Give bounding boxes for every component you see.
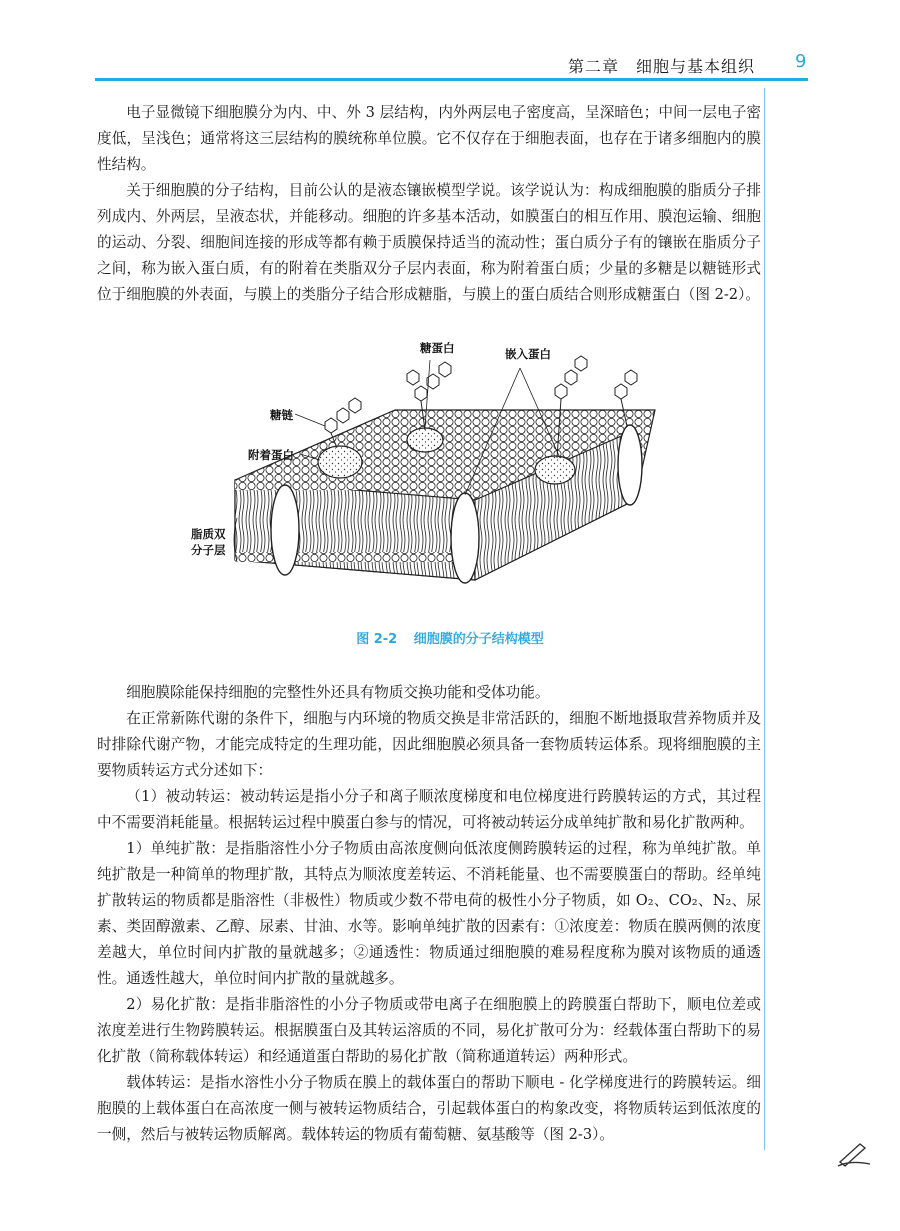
intro-text — [97, 100, 761, 308]
header-rule — [95, 78, 808, 81]
paragraph: （1）被动转运：被动转运是指小分子和离子顺浓度梯度和电位梯度进行跨膜转运的方式，其过程中不需要消耗能量。根据转运过程中膜蛋白参与的情况，可将被动转运分成单纯扩散和易化扩散两种。 — [97, 788, 761, 831]
paragraph: 在正常新陈代谢的条件下，细胞与内环境的物质交换是非常活跃的，细胞不断地摄取营养物质并及时排除代谢产物，才能完成特定的生理功能，因此细胞膜必须具备一套物质转运体系。现将细胞膜的主要物质转运方式分述如下： — [97, 710, 761, 779]
label-lipid-bilayer — [191, 526, 226, 558]
page-header — [0, 48, 900, 88]
paragraph: 2）易化扩散：是指非脂溶性的小分子物质或带电离子在细胞膜上的跨膜蛋白帮助下，顺电位差或浓度差进行生物跨膜转运。根据膜蛋白及其转运溶质的不同，易化扩散可分为：经载体蛋白帮助下的易化扩散（简称载体转运）和经通道蛋白帮助的易化扩散（简称通道转运）两种形式。 — [97, 996, 761, 1065]
paragraph: 细胞膜除能保持细胞的完整性外还具有物质交换功能和受体功能。 — [126, 684, 550, 701]
cell-membrane-illustration — [175, 330, 675, 630]
paragraph: 1）单纯扩散：是指脂溶性小分子物质由高浓度侧向低浓度侧跨膜转运的过程，称为单纯扩散。单纯扩散是一种简单的物理扩散，其特点为顺浓度差转运、不消耗能量、也不需要膜蛋白的帮助。经单纯扩散转运的物质都是脂溶性（非极性）物质或少数不带电荷的极性小分子物质，如 O₂、CO₂、N₂、尿素、类固醇激素、乙醇、尿素、甘油、水等。影响单纯扩散的因素有：①浓度差：物质在膜两侧的浓度差越大，单位时间内扩散的量就越多；②通透性：物质通过细胞膜的难易程度称为膜对该物质的通透性。通透性越大，单位时间内扩散的量就越多。 — [97, 840, 761, 987]
page-number: 9 — [795, 51, 807, 72]
paragraph: 载体转运：是指水溶性小分子物质在膜上的载体蛋白的帮助下顺电 - 化学梯度进行的跨膜转运。细胞膜的上载体蛋白在高浓度一侧与被转运物质结合，引起载体蛋白的构象改变，将物质转运到低浓度的一侧，然后与被转运物质解离。载体转运的物质有葡萄糖、氨基酸等（图 2-3）。 — [97, 1074, 761, 1143]
membrane-figure — [175, 330, 675, 645]
paragraph: 关于细胞膜的分子结构，目前公认的是液态镶嵌模型学说。该学说认为：构成细胞膜的脂质分子排列成内、外两层，呈液态状，并能移动。细胞的许多基本活动，如膜蛋白的相互作用、膜泡运输、细胞的运动、分裂、细胞间连接的形成等都有赖于质膜保持适当的流动性；蛋白质分子有的镶嵌在脂质分子之间，称为嵌入蛋白质，有的附着在类脂双分子层内表面，称为附着蛋白质；少量的多糖是以糖链形式位于细胞膜的外表面，与膜上的类脂分子结合形成糖脂，与膜上的蛋白质结合则形成糖蛋白（图 2-2）。 — [97, 182, 761, 303]
label-lipid-bilayer-line1: 脂质双 — [191, 527, 226, 541]
label-attached-protein: 附着蛋白 — [248, 448, 294, 462]
margin-rule — [764, 88, 765, 1150]
label-sugar-chain: 糖链 — [270, 408, 293, 422]
label-embedded-protein: 嵌入蛋白 — [505, 347, 551, 361]
body-text — [97, 680, 761, 1148]
label-glycoprotein: 糖蛋白 — [420, 341, 455, 355]
caption-number: 图 2-2 — [356, 632, 398, 647]
caption-text: 细胞膜的分子结构模型 — [413, 632, 544, 647]
chapter-title: 第二章 细胞与基本组织 — [567, 57, 755, 76]
paragraph: 电子显微镜下细胞膜分为内、中、外 3 层结构，内外两层电子密度高，呈深暗色；中间一层电子密度低，呈浅色；通常将这三层结构的膜统称单位膜。它不仅存在于细胞表面，也存在于诸多细胞内的膜性结构。 — [97, 104, 761, 173]
label-lipid-bilayer-line2: 分子层 — [191, 543, 226, 557]
pen-note-icon — [836, 1140, 872, 1172]
figure-caption — [0, 628, 900, 647]
